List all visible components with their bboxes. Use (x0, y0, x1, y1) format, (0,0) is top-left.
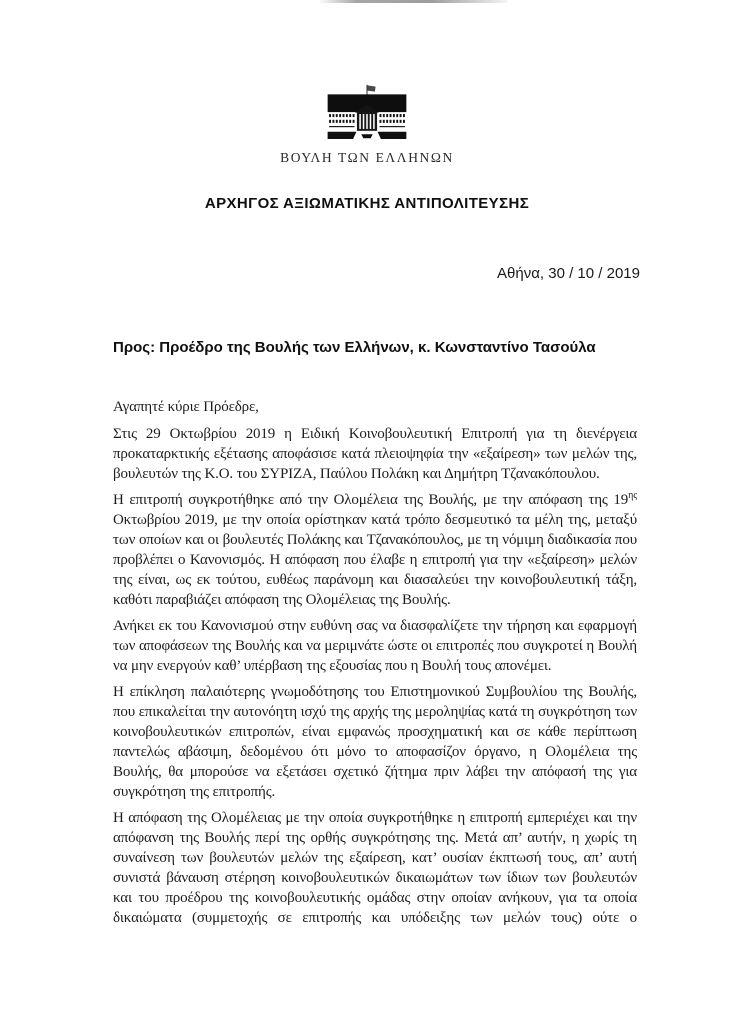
body-paragraph-4: Η επίκληση παλαιότερης γνωμοδότησης του Επιστημονικού Συμβουλίου της Βουλής, που επικαλείται την αυτονόητη ισχύ της αρχής της μεροληψίας κατά τη συγκρότηση των κοινοβουλευτικών επιτροπών, είναι εμφανώς προσχηματική και σε κάθε περίπτωση παντελώς αβάσιμη, δεδομένου ότι μόνο το αποφασίζον όργανο, η Ολομέλεια της Βουλής, θα μπορούσε να εξετάσει σχετικό ζήτημα πριν λάβει την απόφασή της για συγκρότηση της επιτροπής. (113, 684, 637, 800)
body-paragraph-3: Ανήκει εκ του Κανονισμού στην ευθύνη σας να διασφαλίζετε την τήρηση και εφαρμογή των αποφάσεων της Βουλής και να μεριμνάτε ώστε οι επιτροπές που συγκροτεί η Βουλή να μην ενεργούν καθ’ υπέρβαση της εξουσίας που η Βουλή τους απονέμει. (113, 618, 637, 674)
scan-edge-artifact (318, 0, 508, 3)
body-paragraph-1: Στις 29 Οκτωβρίου 2019 η Ειδική Κοινοβουλευτική Επιτροπή για τη διενέργεια προκαταρκτικής εξέτασης αποφάσισε κατά πλειοψηφία την «εξαίρεση» των μελών της, βουλευτών της Κ.Ο. του ΣΥΡΙΖΑ, Παύλου Πολάκη και Δημήτρη Τζανακόπουλου. (113, 426, 637, 482)
office-title: ΑΡΧΗΓΟΣ ΑΞΙΩΜΑΤΙΚΗΣ ΑΝΤΙΠΟΛΙΤΕΥΣΗΣ (204, 195, 530, 212)
salutation: Αγαπητέ κύριε Πρόεδρε, (113, 399, 259, 415)
recipient-line: Προς: Προέδρο της Βουλής των Ελλήνων, κ. Κωνσταντίνο Τασούλα (113, 339, 596, 356)
body-paragraph-2 (113, 490, 637, 610)
dateline: Αθήνα, 30 / 10 / 2019 (497, 265, 640, 282)
letter-body (113, 397, 637, 928)
emblem-caption: ΒΟΥΛΗ ΤΩΝ ΕΛΛΗΝΩΝ (280, 150, 454, 165)
paragraph-2-text-after-ordinal: Οκτωβρίου 2019, με την οποία ορίστηκαν κατά τρόπο δεσμευτικό τα μέλη της, μεταξύ των οποίων και οι βουλευτές Πολάκης και Τζανακόπουλος, με τη νόμιμη διαδικασία που προβλέπει ο Κανονισμός. Η απόφαση που έλαβε η επιτροπή για την «εξαίρεση» μελών της είναι, ως εκ τούτου, ευθέως παράνομη και διασαλεύει την κοινοβουλευτική τάξη, καθότι παραβιάζει απόφαση της Ολομέλειας της Βουλής. (113, 512, 637, 608)
parliament-emblem (0, 84, 734, 166)
ordinal-suffix: ης (628, 490, 637, 501)
paragraph-2-text-before-ordinal: Η επιτροπή συγκροτήθηκε από την Ολομέλεια της Βουλής, με την απόφαση της 19 (113, 492, 629, 508)
body-paragraph-5: Η απόφαση της Ολομέλειας με την οποία συγκροτήθηκε η επιτροπή εμπεριέχει και την απόφανση της Βουλής περί της ορθής συγκρότησης της. Μετά απ’ αυτήν, η χωρίς τη συναίνεση των βουλευτών μελών της εξαίρεση, κατ’ ουσίαν έκπτωσή τους, απ’ αυτή συνιστά βάναυση στέρηση κοινοβουλευτικών δικαιωμάτων των ίδιων των βουλευτών και του προέδρου της κοινοβουλευτικής ομάδας στην οποίαν ανήκουν, για τα οποία δικαιώματα (συμμετοχής σε επιτροπής και υπόδειξης των μελών τους) ούτε ο (113, 810, 637, 926)
hellenic-parliament-building-icon (0, 84, 734, 146)
letterhead (0, 84, 734, 166)
